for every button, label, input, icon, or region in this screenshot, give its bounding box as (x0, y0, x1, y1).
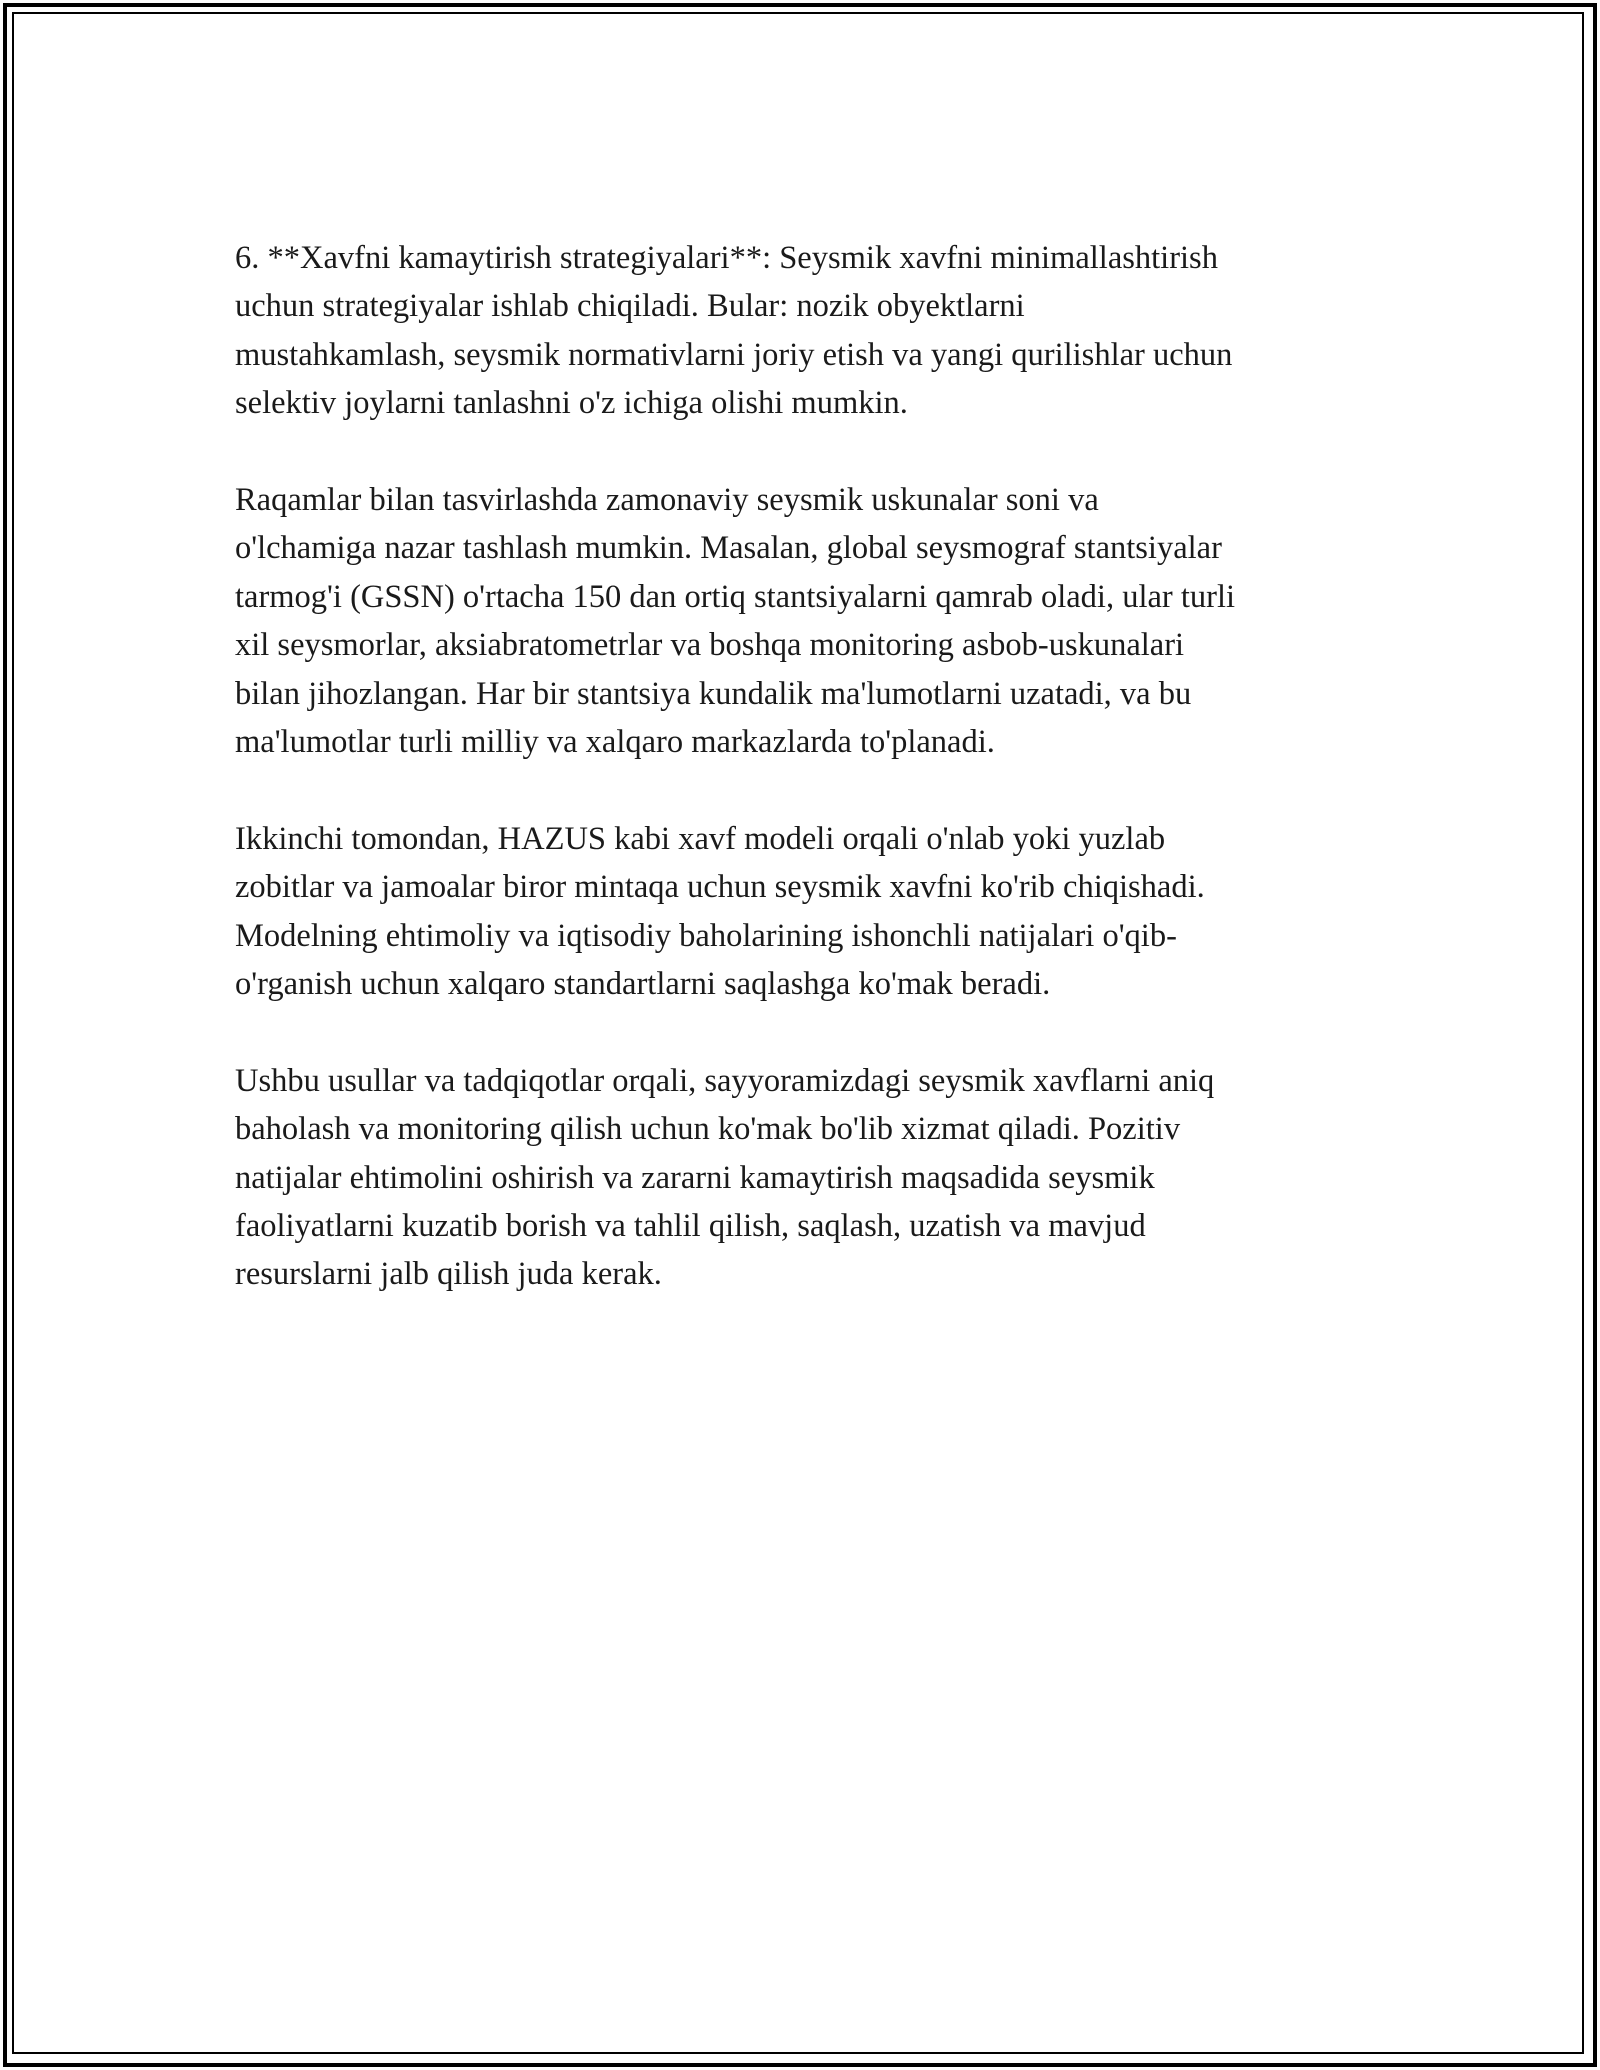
document-body (235, 234, 1375, 1347)
paragraph-risk-reduction-strategies: 6. **Xavfni kamaytirish strategiyalari**: Seysmik xavfni minimallashtirish uchun strategiyalar ishlab chiqiladi. Bular: nozik obyektlarni mustahkamlash, seysmik normativlarni joriy etish va yangi qurilishlar uchun selektiv joylarni tanlashni o'z ichiga olishi mumkin. (235, 240, 1233, 422)
paragraph-hazus-model: Ikkinchi tomondan, HAZUS kabi xavf modeli orqali o'nlab yoki yuzlab zobitlar va jamoalar biror mintaqa uchun seysmik xavfni ko'rib chiqishadi. Modelning ehtimoliy va iqtisodiy baholarining ishonchli natijalari o'qib- o'rganish uchun xalqaro standartlarni saqlashga ko'mak beradi. (235, 820, 1205, 1003)
paragraph-seismic-equipment-numbers: Raqamlar bilan tasvirlashda zamonaviy seysmik uskunalar soni va o'lchamiga nazar tashlash mumkin. Masalan, global seysmograf stantsiyalar tarmog'i (GSSN) o'rtacha 150 dan ortiq stantsiyalarni qamrab oladi, ular turli xil seysmorlar, aksiabratometrlar va boshqa monitoring asbob-uskunalari bilan jihozlangan. Har bir stantsiya kundalik ma'lumotlarni uzatadi, va bu ma'lumotlar turli milliy va xalqaro markazlarda to'planadi. (235, 482, 1236, 761)
paragraph-conclusion: Ushbu usullar va tadqiqotlar orqali, sayyoramizdagi seysmik xavflarni aniq baholash va monitoring qilish uchun ko'mak bo'lib xizmat qiladi. Pozitiv natijalar ehtimolini oshirish va zararni kamaytirish maqsadida seysmik faoliyatlarni kuzatib borish va tahlil qilish, saqlash, uzatish va mavjud resurslarni jalb qilish juda kerak. (235, 1062, 1215, 1293)
